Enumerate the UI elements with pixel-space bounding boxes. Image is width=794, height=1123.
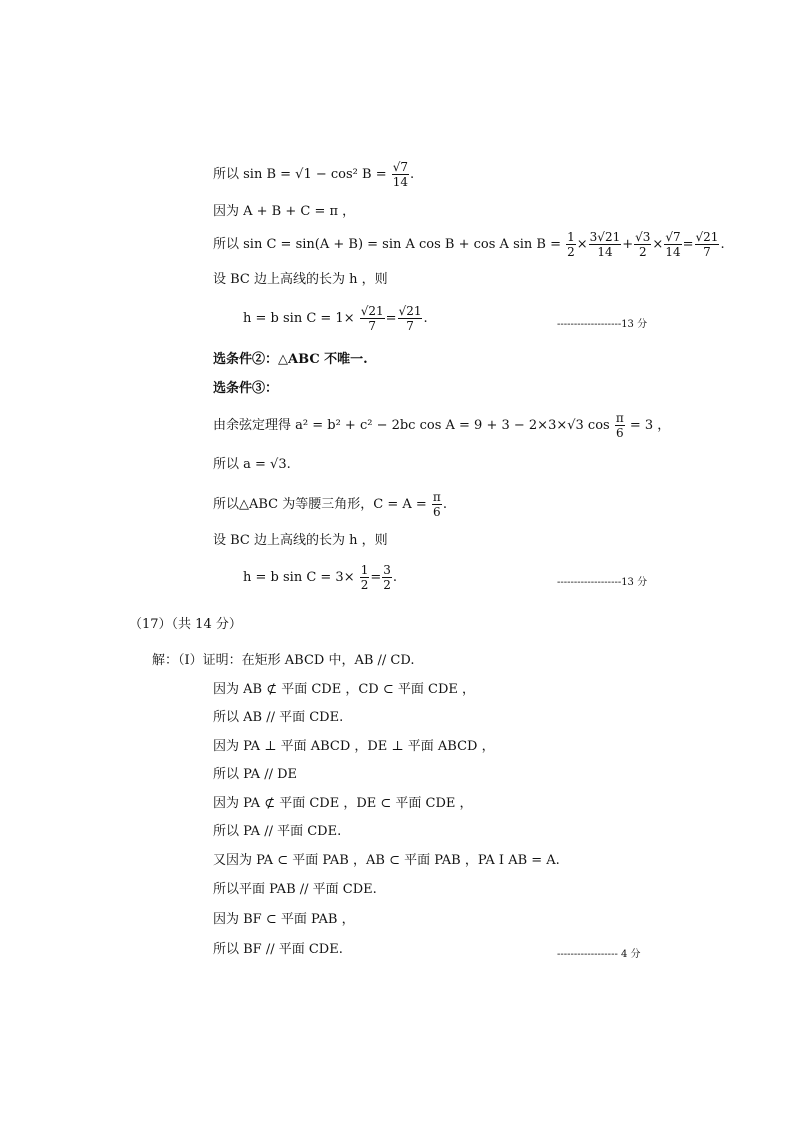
dot: . [423,311,428,326]
frac-den: 2 [638,245,647,259]
text-line-isosceles [213,490,447,519]
fraction [360,563,370,592]
solution-line: 因为 PA ⊄ 平面 CDE ，DE ⊂ 平面 CDE ， [213,796,473,811]
frac-num: √21 [360,304,384,318]
solution-line: 所以 BF // 平面 CDE. [213,942,343,957]
times: × [652,237,664,252]
cosine-law-expr: 由余弦定理得 a² = b² + c² − 2bc cos A = 9 + 3 − 2×3×√3 cos [213,418,614,433]
frac-num: √21 [398,304,422,318]
fraction [392,160,409,189]
frac-num: 1 [567,230,575,244]
text-line-height-calc-2 [243,563,397,592]
text-line-sinC [213,230,725,259]
frac-den: 2 [383,578,391,592]
question-17-heading: （17）（共 14 分） [129,617,242,632]
solution-line: 所以平面 PAB // 平面 CDE. [213,882,377,897]
condition-3-heading: 选条件③： [213,381,279,396]
isosceles-expr: 所以△ABC 为等腰三角形，C = A = [213,497,431,512]
equals: = [370,570,382,585]
frac-num: √7 [665,230,681,244]
frac-den: 7 [406,319,414,333]
equals: = [385,311,397,326]
plus: + [622,237,634,252]
text-line-height-intro-2: 设 BC 边上高线的长为 h ，则 [213,533,388,548]
frac-den: 7 [703,245,711,259]
solution-line: 因为 BF ⊂ 平面 PAB ， [213,912,355,927]
fraction [615,411,625,440]
text-line-height-calc [243,304,428,333]
frac-den: 14 [665,245,681,259]
condition-2-heading: 选条件②：△ABC 不唯一. [213,352,368,367]
fraction [398,304,423,333]
text-line-angle-sum: 因为 A + B + C = π ， [213,204,356,219]
solution-line: 又因为 PA ⊂ 平面 PAB ，AB ⊂ 平面 PAB ，PA I AB = A. [213,853,560,868]
frac-num: 3√21 [589,230,621,244]
frac-num: 1 [360,563,369,577]
score-mark: ------------------ 4 分 [557,949,641,960]
h-expr: h = b sin C = 1× [243,311,359,326]
equals-three: = 3 ， [625,418,671,433]
frac-num: √7 [392,160,409,174]
fraction [664,230,681,259]
sinB-expr: 所以 sin B = √1 − cos² B = [213,167,391,182]
solution-line: 所以 AB // 平面 CDE. [213,710,344,725]
dot: . [720,237,725,252]
sinC-expr: 所以 sin C = sin(A + B) = sin A cos B + cos A sin B = [213,237,566,252]
frac-den: 6 [615,426,624,440]
text-line-a-value: 所以 a = √3. [213,457,291,472]
times: × [576,237,588,252]
fraction [566,230,576,259]
fraction [634,230,651,259]
frac-num: √3 [635,230,651,244]
fraction [382,563,392,592]
fraction [360,304,385,333]
frac-num: 3 [383,563,391,577]
fraction [589,230,622,259]
solution-line: 因为 PA ⊥ 平面 ABCD ，DE ⊥ 平面 ABCD ， [213,739,495,754]
frac-num: π [615,411,624,425]
solution-line: 因为 AB ⊄ 平面 CDE ，CD ⊂ 平面 CDE ， [213,682,476,697]
solution-line: 所以 PA // 平面 CDE. [213,824,342,839]
fraction [432,490,442,519]
frac-den: 2 [360,578,369,592]
frac-den: 6 [433,505,441,519]
text-line-cosine-law [213,411,670,440]
score-mark: -------------------13 分 [557,577,648,588]
frac-den: 14 [392,175,409,189]
h-expr-2: h = b sin C = 3× [243,570,359,585]
dot: . [392,570,398,585]
frac-num: √21 [695,230,719,244]
frac-den: 2 [567,245,575,259]
text-line-sinB [213,160,414,189]
frac-num: π [432,490,441,504]
text-line-height-intro: 设 BC 边上高线的长为 h ，则 [213,272,388,287]
score-mark: -------------------13 分 [557,319,648,330]
frac-den: 7 [368,319,376,333]
frac-den: 14 [597,245,613,259]
solution-line: 所以 PA // DE [213,767,298,782]
fraction [695,230,720,259]
equals: = [682,237,694,252]
dot: . [442,497,447,512]
dot: . [410,167,415,182]
solution-line: 解：（Ⅰ）证明：在矩形 ABCD 中，AB // CD. [152,653,415,668]
